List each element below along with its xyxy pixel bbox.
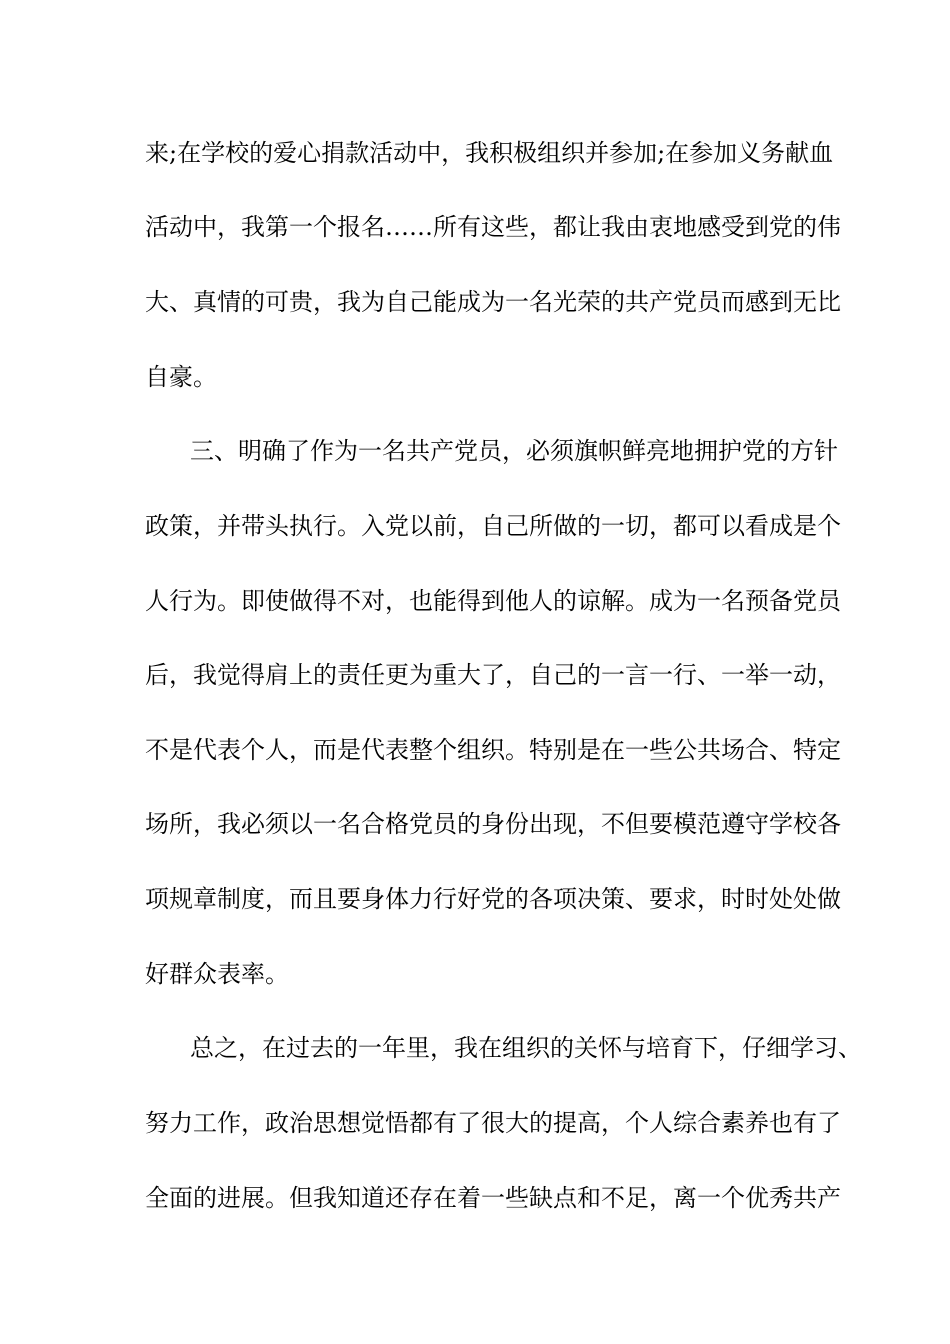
text-line: 自豪。	[145, 363, 217, 391]
text-line: 人行为。即使做得不对，也能得到他人的谅解。成为一名预备党员	[145, 587, 841, 615]
text-line: 来;在学校的爱心捐款活动中，我积极组织并参加;在参加义务献血	[145, 139, 834, 167]
paragraph-start-line: 总之，在过去的一年里，我在组织的关怀与培育下，仔细学习、	[190, 1034, 862, 1062]
text-line: 全面的进展。但我知道还存在着一些缺点和不足，离一个优秀共产	[145, 1184, 841, 1212]
paragraph-start-line: 三、明确了作为一名共产党员，必须旗帜鲜亮地拥护党的方针	[190, 437, 838, 465]
text-line: 好群众表率。	[145, 960, 289, 988]
text-line: 政策，并带头执行。入党以前，自己所做的一切，都可以看成是个	[145, 512, 841, 540]
text-line: 大、真情的可贵，我为自己能成为一名光荣的共产党员而感到无比	[145, 288, 841, 316]
text-line: 活动中，我第一个报名……所有这些，都让我由衷地感受到党的伟	[145, 213, 841, 241]
text-line: 后，我觉得肩上的责任更为重大了，自己的一言一行、一举一动，	[145, 661, 841, 689]
text-line: 场所，我必须以一名合格党员的身份出现，不但要模范遵守学校各	[145, 810, 841, 838]
text-line: 不是代表个人，而是代表整个组织。特别是在一些公共场合、特定	[145, 736, 841, 764]
text-line: 项规章制度，而且要身体力行好党的各项决策、要求，时时处处做	[145, 885, 841, 913]
text-line: 努力工作，政治思想觉悟都有了很大的提高，个人综合素养也有了	[145, 1109, 841, 1137]
